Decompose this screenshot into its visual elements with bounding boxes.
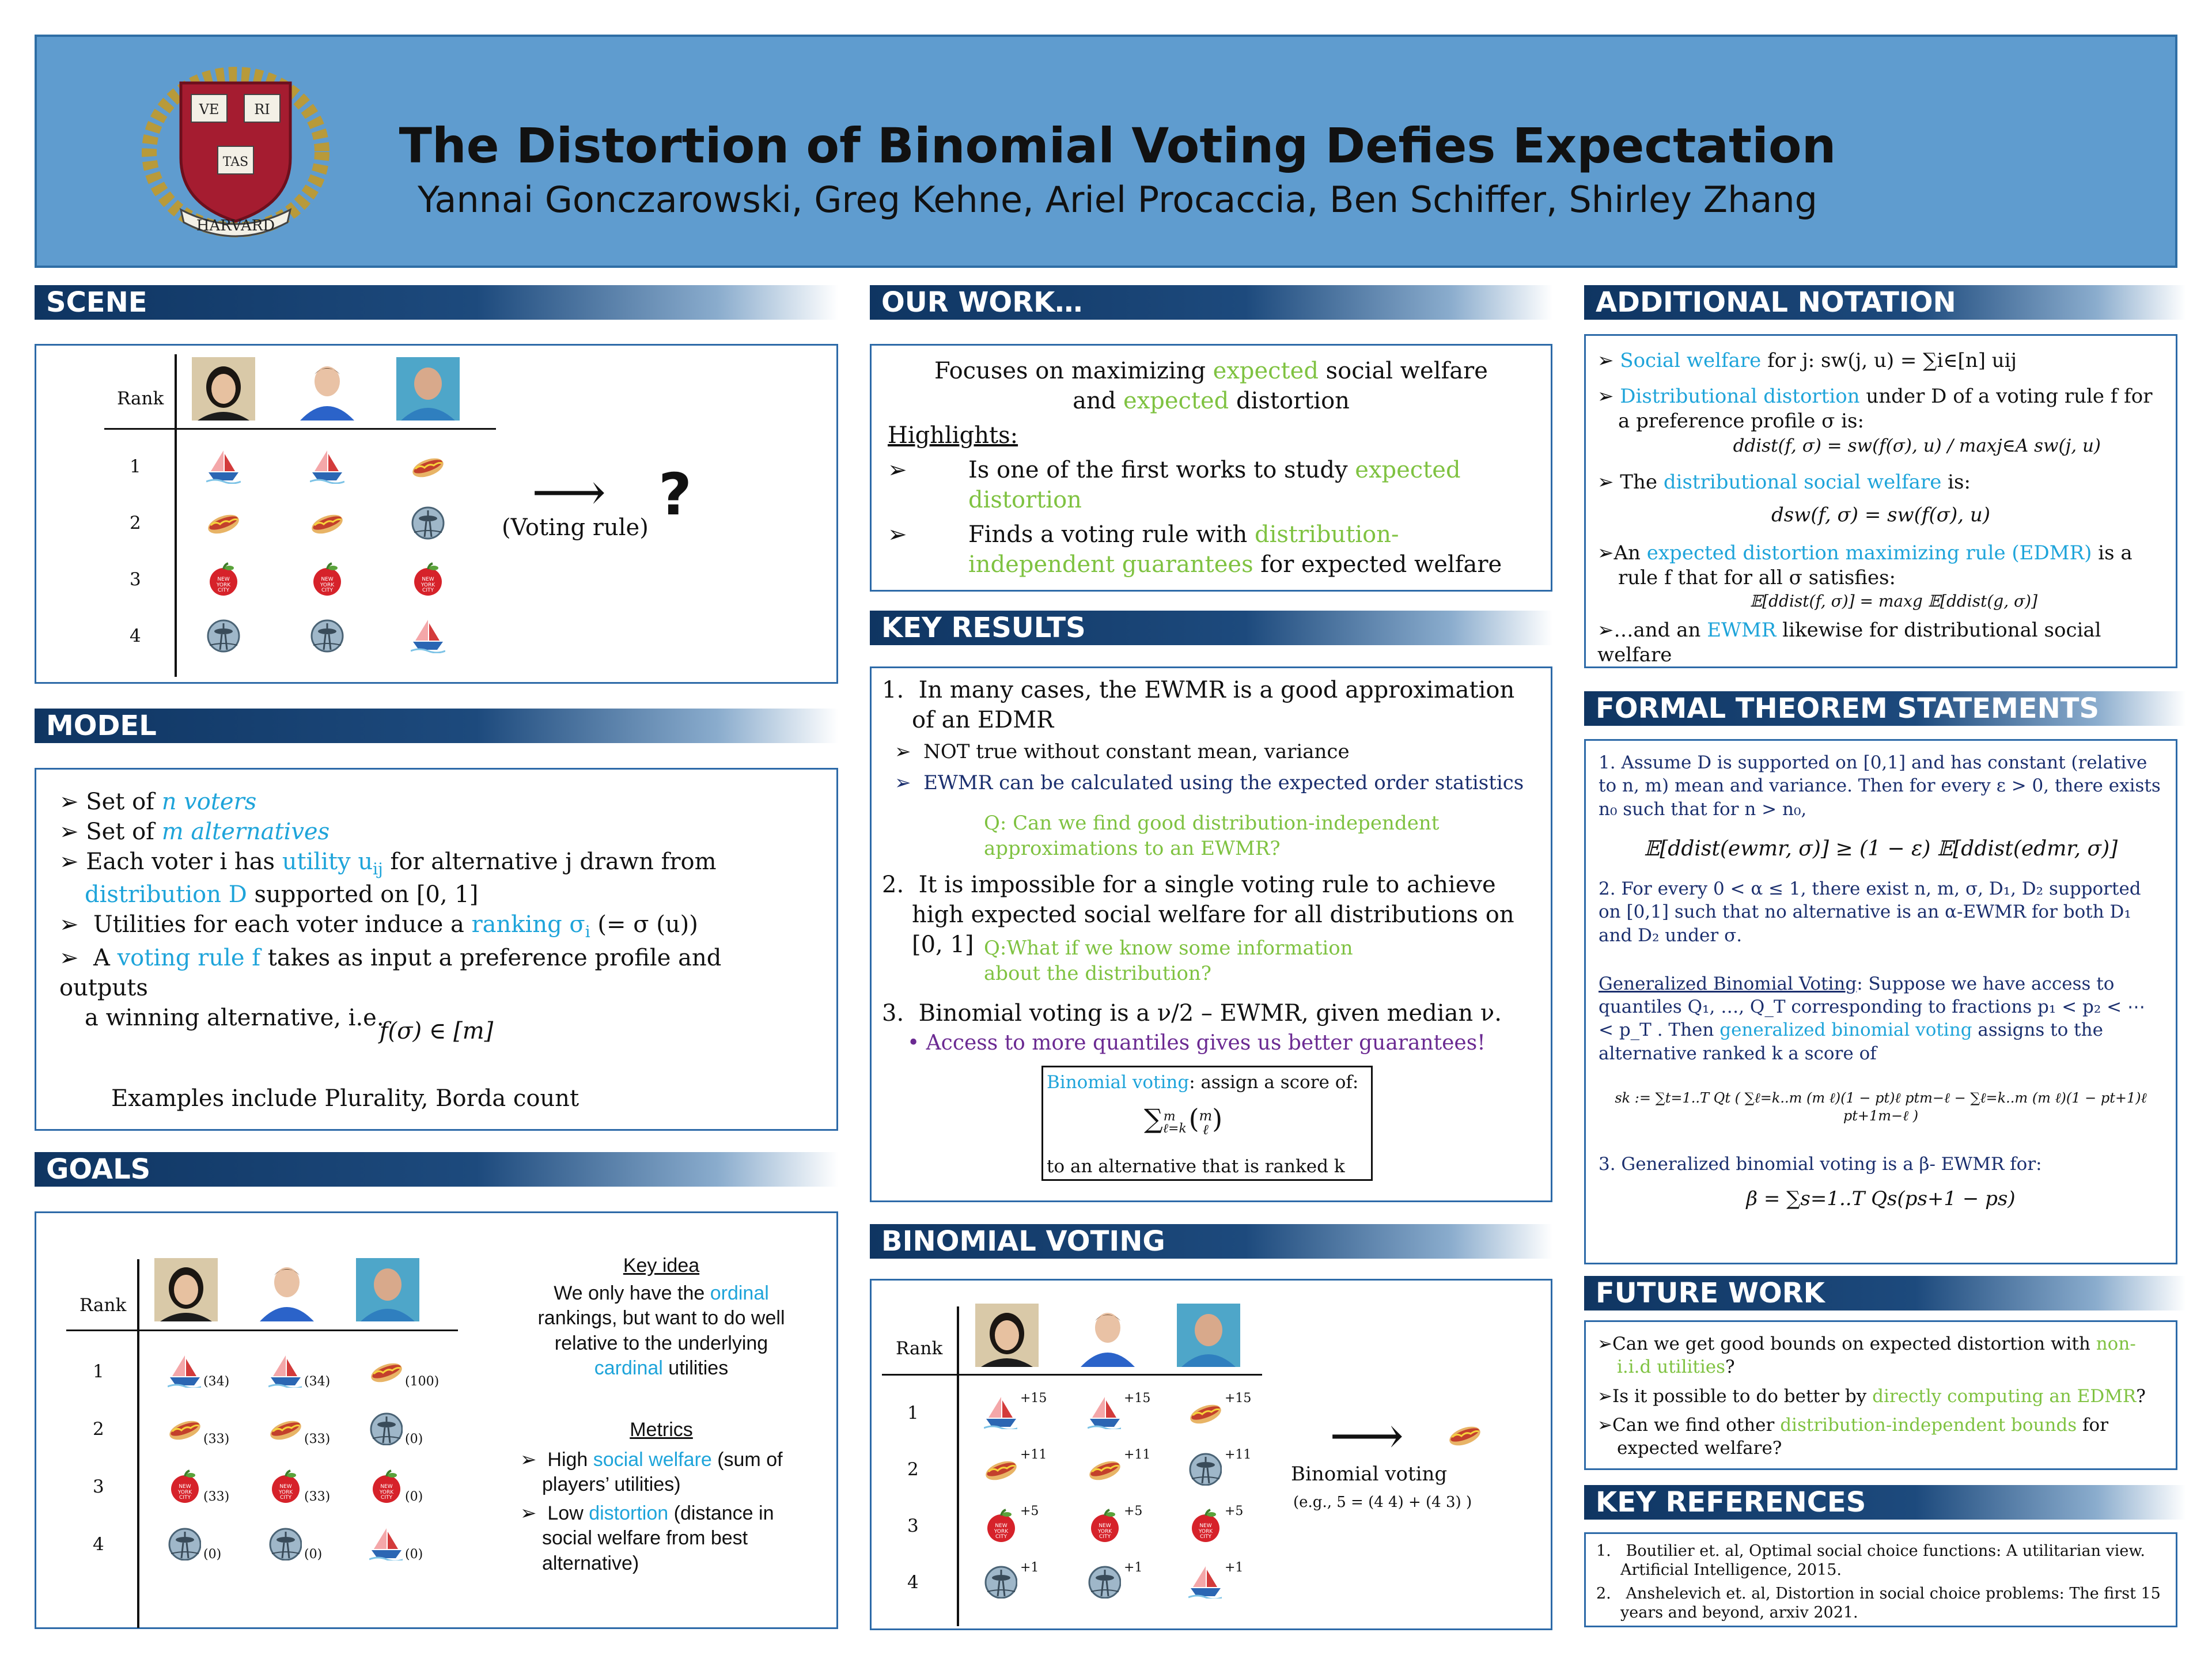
example-formula: (e.g., 5 = (4 4) + (4 3) ) <box>1293 1494 1472 1511</box>
rank-number: 4 <box>907 1572 919 1593</box>
model-examples: Examples include Plurality, Borda count <box>111 1085 579 1112</box>
references-panel <box>1584 1532 2177 1627</box>
space-needle-icon <box>168 1527 201 1560</box>
svg-text:RI: RI <box>254 101 270 118</box>
rank-number: 4 <box>93 1534 104 1555</box>
result-2: 2. It is impossible for a single voting rule to achieve high expected social welfare for all distributions on [0, 1] <box>882 872 1514 958</box>
utility-score: (33) <box>304 1490 331 1504</box>
utility-score: (34) <box>203 1374 230 1389</box>
theorem-1-formula: 𝔼[ddist(ewmr, σ)] ≥ (1 − ε) 𝔼[ddist(edmr, σ)] <box>1643 836 2118 861</box>
space-needle-icon <box>1088 1565 1121 1599</box>
rank-label: Rank <box>79 1295 127 1316</box>
theorems-panel <box>1584 739 2177 1264</box>
voter-photo-3 <box>1177 1304 1240 1367</box>
sailboat-icon <box>310 449 344 484</box>
utility-score: (0) <box>203 1547 222 1562</box>
notation-item: ➢ Social welfare for j: sw(j, u) = ∑i∈[n] uij <box>1597 349 2017 372</box>
apple-icon <box>1088 1509 1121 1542</box>
voter-photo-2 <box>296 357 359 421</box>
space-needle-icon <box>1188 1452 1222 1486</box>
rank-number: 1 <box>130 456 141 477</box>
svg-text:HARVARD: HARVARD <box>196 217 275 234</box>
theorem-3-formula: β = ∑s=1..T Qs(ps+1 − ps) <box>1746 1187 2016 1210</box>
rank-label: Rank <box>117 388 164 409</box>
list-item: ➢ Set of n voters <box>59 789 257 815</box>
hotdog-icon <box>168 1412 201 1445</box>
space-needle-icon <box>310 619 344 653</box>
apple-icon <box>411 562 445 597</box>
utility-score: (0) <box>405 1432 423 1446</box>
utility-score: (0) <box>405 1490 423 1504</box>
apple-icon <box>268 1469 302 1503</box>
poster-authors: Yannai Gonczarowski, Greg Kehne, Ariel Procaccia, Ben Schiffer, Shirley Zhang <box>417 179 1818 221</box>
goals-panel <box>35 1211 838 1629</box>
metrics-block: Metrics ➢ High social welfare (sum of players’ utilities) ➢ Low distortion (distance in social welfare from best alternative) <box>520 1419 783 1574</box>
sailboat-icon <box>168 1354 201 1388</box>
hotdog-icon <box>1188 1396 1222 1429</box>
our-work-summary: Focuses on maximizing expected social welfare and expected distortion <box>934 358 1488 414</box>
notation-item: ➢…and an EWMR likewise for distributional social welfare <box>1597 618 2101 667</box>
our-work-panel <box>870 344 1552 592</box>
score-points: +11 <box>1124 1448 1151 1462</box>
utility-score: (33) <box>304 1432 331 1446</box>
svg-text:TAS: TAS <box>222 155 249 169</box>
future-item: ➢Can we find other distribution-independent bounds for expected welfare? <box>1597 1414 2109 1459</box>
question-1: Q: Can we find good distribution-independent approximations to an EWMR? <box>984 812 1440 860</box>
table-divider <box>66 1330 458 1331</box>
list-item: a winning alternative, i.e. <box>85 1004 384 1031</box>
space-needle-icon <box>411 506 445 540</box>
rank-number: 3 <box>93 1476 104 1497</box>
voter-photo-1 <box>975 1304 1039 1367</box>
utility-score: (0) <box>405 1547 423 1562</box>
sailboat-icon <box>411 619 445 653</box>
score-points: +15 <box>1124 1391 1151 1406</box>
voter-photo-3 <box>356 1258 419 1321</box>
apple-icon <box>1188 1509 1222 1542</box>
rank-number: 2 <box>130 513 141 533</box>
score-points: +1 <box>1124 1560 1143 1575</box>
result-1b: ➢ EWMR can be calculated using the expected order statistics <box>895 771 1524 794</box>
rank-number: 3 <box>130 569 141 590</box>
list-item: distribution D supported on [0, 1] <box>85 881 479 908</box>
hotdog-icon <box>268 1412 302 1445</box>
sailboat-icon <box>369 1527 403 1560</box>
future-item: ➢Is it possible to do better by directly computing an EDMR? <box>1597 1385 2146 1407</box>
future-item: ➢Can we get good bounds on expected distortion with non-i.i.d utilities? <box>1597 1334 2136 1378</box>
future-work-panel <box>1584 1320 2177 1470</box>
hotdog-icon <box>1448 1418 1496 1466</box>
notation-item: ➢ Distributional distortion under D of a voting rule f for a preference profile σ is: <box>1597 384 2153 433</box>
space-needle-icon <box>369 1412 403 1445</box>
sailboat-icon <box>984 1396 1017 1429</box>
table-divider <box>175 354 177 677</box>
notation-formula: 𝔼[ddist(f, σ)] = maxg 𝔼[ddist(g, σ)] <box>1749 591 2037 611</box>
result-3: 3. Binomial voting is a ν/2 – EWMR, given median ν. <box>882 1000 1502 1027</box>
section-header-notation: ADDITIONAL NOTATION <box>1584 285 2186 320</box>
hotdog-icon <box>1088 1452 1121 1486</box>
theorem-2: 2. For every 0 < α ≤ 1, there exist n, m, σ, D₁, D₂ supported on [0,1] such that no alternative is an α-EWMR for both D₁ and D₂ under σ. <box>1599 878 2141 946</box>
model-list <box>59 787 813 1033</box>
gbv-definition: Generalized Binomial Voting: Suppose we have access to quantiles Q₁, …, Q_T corresponding to fractions p₁ < p₂ < ⋯ < p_T . Then generalized binomial voting assigns to the alternative ranked k a score of <box>1599 973 2145 1064</box>
arrow-icon: ⟶ <box>532 462 607 522</box>
voter-photo-2 <box>255 1258 319 1321</box>
voter-photo-2 <box>1076 1304 1139 1367</box>
score-points: +15 <box>1020 1391 1047 1406</box>
key-idea-block: Key idea We only have the ordinal rankings, but want to do well relative to the underlying cardinal utilities <box>537 1255 785 1380</box>
section-header-scene: SCENE <box>35 285 838 320</box>
binomial-voting-definition: Binomial voting: assign a score of: $\sum_{\ell=k}^m$ (m ℓ ) to an alternative that is ranked k <box>1041 1066 1373 1181</box>
notation-formula: dsw(f, σ) = sw(f(σ), u) <box>1771 503 1991 527</box>
utility-score: (33) <box>203 1432 230 1446</box>
result-label: Binomial voting <box>1291 1463 1448 1486</box>
utility-score: (100) <box>405 1374 440 1389</box>
rank-number: 2 <box>93 1419 104 1440</box>
voting-rule-label: (Voting rule) <box>502 514 649 541</box>
space-needle-icon <box>984 1565 1017 1599</box>
score-points: +1 <box>1020 1560 1039 1575</box>
question-mark: ? <box>658 461 692 528</box>
theorem-1: 1. Assume D is supported on [0,1] and has constant (relative to n, m) mean and variance. Then for every ε > 0, there exists n₀ such that for n > n₀, <box>1599 752 2161 820</box>
score-points: +15 <box>1225 1391 1252 1406</box>
sailboat-icon <box>206 449 241 484</box>
score-points: +5 <box>1020 1504 1039 1518</box>
score-points: +11 <box>1225 1448 1252 1462</box>
section-header-goals: GOALS <box>35 1152 838 1187</box>
section-header-key-results: KEY RESULTS <box>870 611 1552 645</box>
rank-label: Rank <box>896 1338 943 1359</box>
rank-number: 3 <box>907 1516 919 1536</box>
result-1: 1. In many cases, the EWMR is a good approximation of an EDMR <box>882 677 1515 733</box>
list-item: ➢ Utilities for each voter induce a ranking $\sigma_i$ (= σ (u)) <box>59 911 698 942</box>
reference-item: 2. Anshelevich et. al, Distortion in social choice problems: The first 15 years and beyond, arxiv 2021. <box>1596 1584 2161 1622</box>
highlight-item: ➢ Is one of the first works to study expected distortion <box>888 457 1461 513</box>
table-divider <box>882 1374 1262 1376</box>
reference-item: 1. Boutilier et. al, Optimal social choice functions: A utilitarian view. Artificial Intelligence, 2015. <box>1596 1542 2145 1579</box>
result-1a: ➢ NOT true without constant mean, variance <box>895 740 1350 763</box>
utility-score: (34) <box>304 1374 331 1389</box>
section-header-binomial-voting: BINOMIAL VOTING <box>870 1224 1552 1259</box>
rank-number: 2 <box>907 1459 919 1480</box>
hotdog-icon <box>411 449 445 484</box>
apple-icon <box>984 1509 1017 1542</box>
table-divider <box>104 428 496 430</box>
list-item: ➢ Each voter i has utility $u_{ij}$ for alternative j drawn from <box>59 849 717 878</box>
model-panel <box>35 768 838 1131</box>
notation-item: ➢An expected distortion maximizing rule (EDMR) is a rule f that for all σ satisfies: <box>1597 541 2133 590</box>
apple-icon <box>369 1469 403 1503</box>
score-points: +1 <box>1225 1560 1244 1575</box>
voter-photo-1 <box>192 357 255 421</box>
arrow-icon: ⟶ <box>1330 1406 1404 1466</box>
space-needle-icon <box>268 1527 302 1560</box>
rank-number: 1 <box>93 1361 104 1382</box>
question-2: Q:What if we know some information about the distribution? <box>984 937 1353 985</box>
voter-photo-1 <box>154 1258 218 1321</box>
gbv-formula: sk := ∑t=1..T Qt ( ∑ℓ=k..m (m ℓ)(1 − pt)ℓ ptm−ℓ − ∑ℓ=k..m (m ℓ)(1 − pt+1)ℓ pt+1m−ℓ ) <box>1615 1090 2147 1124</box>
table-divider <box>957 1306 959 1626</box>
rank-number: 4 <box>130 626 141 646</box>
score-points: +5 <box>1225 1504 1244 1518</box>
space-needle-icon <box>206 619 241 653</box>
table-divider <box>137 1259 139 1628</box>
sailboat-icon <box>268 1354 302 1388</box>
sailboat-icon <box>1088 1396 1121 1429</box>
utility-score: (0) <box>304 1547 323 1562</box>
list-item: ➢ Set of m alternatives <box>59 819 330 845</box>
poster-title: The Distortion of Binomial Voting Defies Expectation <box>399 118 1836 174</box>
result-3a: • Access to more quantiles gives us better guarantees! <box>907 1031 1486 1055</box>
score-points: +11 <box>1020 1448 1047 1462</box>
notation-item: ➢ The distributional social welfare is: <box>1597 470 1971 494</box>
svg-text:VE: VE <box>199 101 219 118</box>
list-item: ➢ A voting rule f takes as input a preference profile and outputs <box>59 944 722 1001</box>
score-points: +5 <box>1124 1504 1143 1518</box>
sailboat-icon <box>1188 1565 1222 1599</box>
section-header-model: MODEL <box>35 709 838 743</box>
highlight-item: ➢ Finds a voting rule with distribution-independent guarantees for expected welfare <box>888 521 1502 578</box>
notation-panel <box>1584 334 2177 668</box>
title-band <box>35 35 2177 268</box>
model-formula: f(σ) ∈ [m] <box>379 1018 494 1044</box>
scene-panel <box>35 344 838 684</box>
section-header-future-work: FUTURE WORK <box>1584 1276 2186 1310</box>
apple-icon <box>206 562 241 597</box>
hotdog-icon <box>206 506 241 540</box>
notation-formula: ddist(f, σ) = sw(f(σ), u) / maxj∈A sw(j, u) <box>1733 435 2101 456</box>
key-results-panel <box>870 666 1552 1202</box>
section-header-references: KEY REFERENCES <box>1584 1485 2186 1520</box>
voter-photo-3 <box>396 357 460 421</box>
binomial-formula: $\sum_{\ell=k}^m$ (m ℓ ) <box>1144 1103 1223 1138</box>
hotdog-icon <box>369 1354 403 1388</box>
highlights-label: Highlights: <box>888 422 1018 449</box>
utility-score: (33) <box>203 1490 230 1504</box>
section-header-our-work: OUR WORK… <box>870 285 1552 320</box>
apple-icon <box>168 1469 201 1503</box>
binomial-voting-panel <box>870 1279 1552 1630</box>
hotdog-icon <box>984 1452 1017 1486</box>
hotdog-icon <box>310 506 344 540</box>
apple-icon <box>310 562 344 597</box>
rank-number: 1 <box>907 1403 919 1423</box>
theorem-3: 3. Generalized binomial voting is a β- EWMR for: <box>1599 1154 2042 1175</box>
section-header-theorems: FORMAL THEOREM STATEMENTS <box>1584 691 2186 726</box>
